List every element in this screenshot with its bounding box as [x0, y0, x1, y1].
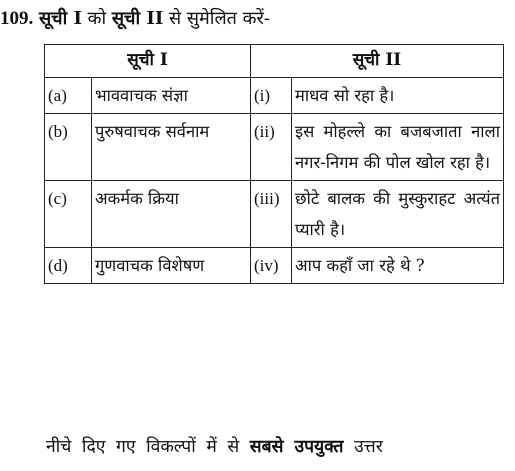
list-2-ref: सूची II — [111, 8, 164, 29]
table-header-row — [45, 45, 504, 78]
header-list-2: सूची II — [251, 45, 504, 78]
row-iii-sentence: छोटे बालक की मुस्कुराहट अत्यंत प्यारी है। — [292, 181, 504, 248]
instruction-bold: सबसे उपयुक्त — [249, 437, 344, 457]
instruction-prefix: नीचे दिए गए विकल्पों में से — [46, 437, 250, 457]
row-b-term: पुरुषवाचक सर्वनाम — [92, 114, 251, 181]
row-b-label: (b) — [45, 114, 92, 181]
header-list-1: सूची I — [45, 45, 251, 78]
table-row — [45, 181, 504, 248]
row-d-term: गुणवाचक विशेषण — [92, 248, 251, 284]
instruction-suffix: उत्तर — [343, 437, 383, 457]
row-iv-sentence: आप कहाँ जा रहे थे ? — [292, 248, 504, 284]
intro-mid-text: को — [81, 8, 112, 29]
row-ii-sentence: इस मोहल्ले का बजबजाता नाला नगर-निगम की पोल खोल रहा है। — [292, 114, 504, 181]
table-row — [45, 78, 504, 114]
row-a-term: भाववाचक संज्ञा — [92, 78, 251, 114]
row-c-label: (c) — [45, 181, 92, 248]
row-i-sentence: माधव सो रहा है। — [292, 78, 504, 114]
table-row — [45, 114, 504, 181]
question-number: 109. — [0, 8, 34, 29]
question-line — [0, 6, 270, 30]
row-a-label: (a) — [45, 78, 92, 114]
list-1-ref: सूची I — [38, 8, 82, 29]
table-row — [45, 248, 504, 284]
row-iv-label: (iv) — [251, 248, 292, 284]
options-instruction — [46, 434, 383, 458]
intro-end-text: से सुमेलित करें- — [163, 8, 270, 29]
row-ii-label: (ii) — [251, 114, 292, 181]
row-d-label: (d) — [45, 248, 92, 284]
row-i-label: (i) — [251, 78, 292, 114]
row-iii-label: (iii) — [251, 181, 292, 248]
row-c-term: अकर्मक क्रिया — [92, 181, 251, 248]
matching-table — [44, 44, 504, 284]
